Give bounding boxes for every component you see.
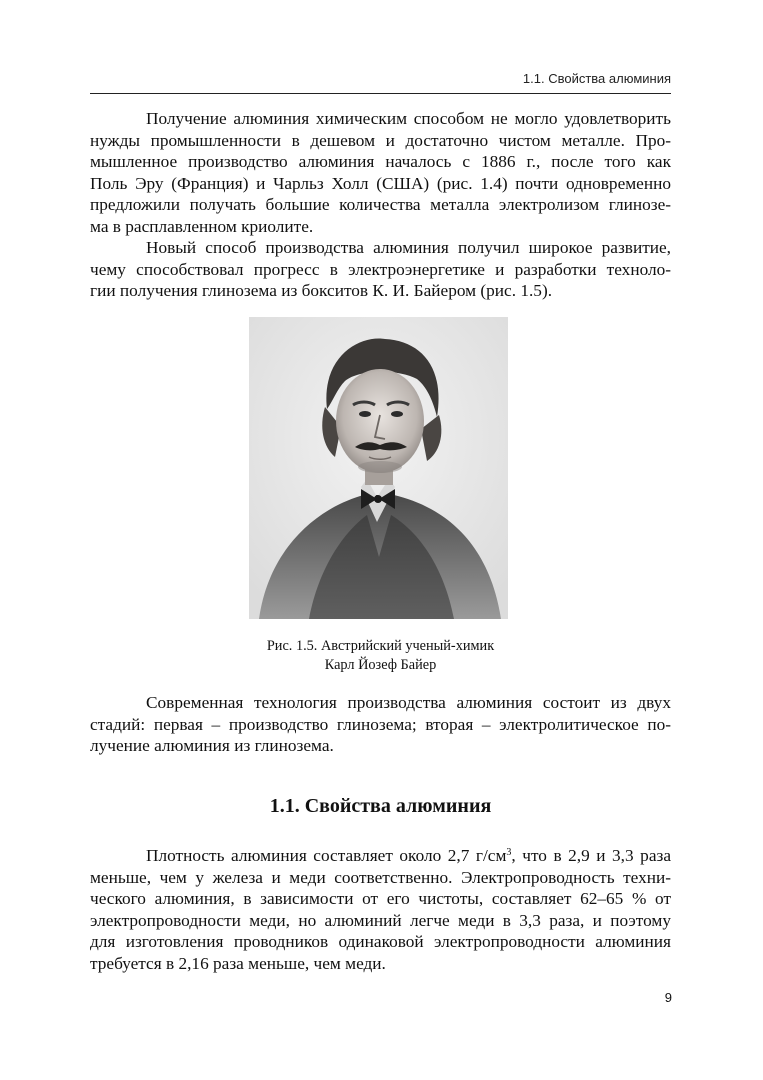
figure-caption-line-1: Рис. 1.5. Австрийский ученый-химик (266, 638, 495, 654)
superscript: 3 (506, 847, 512, 858)
paragraph-line: требуется в 2,16 раза меньше, чем меди. (90, 953, 386, 973)
paragraph-line: ма в расплавленном криолите. (90, 216, 314, 236)
figure-caption-line-2: Карл Йозеф Байер (324, 657, 437, 673)
paragraph-2 (90, 237, 671, 302)
paragraph-text: Плотность алюминия составляет около 2,7 г/см (146, 846, 507, 865)
paragraph-4 (90, 845, 671, 974)
running-header (90, 68, 671, 94)
paragraph-line: электропроводности меди, но алюминий легче меди в 3,3 раза, и поэтому (90, 910, 671, 930)
paragraph-3 (90, 692, 671, 757)
paragraph-line: лучение алюминия из глинозема. (90, 736, 334, 755)
paragraph-line: Получение алюминия химическим способом не могло удовлетворить (146, 109, 671, 128)
paragraph-line: предложили получать большие количества металла электролизом глинозе- (90, 195, 671, 214)
page-number: 9 (664, 990, 672, 1005)
running-header-title: 1.1. Свойства алюминия (522, 71, 671, 86)
section-title: 1.1. Свойства алюминия (269, 795, 492, 817)
paragraph-line: гии получения глинозема из бокситов К. И. Байером (рис. 1.5). (90, 281, 553, 300)
paragraph-line: Поль Эру (Франция) и Чарльз Холл (США) (рис. 1.4) почти одновременно (90, 173, 671, 193)
paragraph-line: стадий: первая – производство глинозема; вторая – электролитическое по- (90, 714, 671, 734)
paragraph-line: нужды промышленности в дешевом и достаточно чистом металле. Про- (90, 130, 671, 150)
portrait-image (249, 317, 508, 619)
paragraph-line-with-superscript (90, 845, 671, 867)
paragraph-line: Современная технология производства алюминия состоит из двух (146, 693, 671, 712)
paragraph-1 (90, 108, 671, 237)
paragraph-line: мышленное производство алюминия началось с 1886 г., после того как (90, 152, 671, 171)
paragraph-line: Новый способ производства алюминия получил широкое развитие, (146, 238, 671, 257)
paragraph-line: для изготовления проводников одинаковой электропроводности алюминия (90, 932, 671, 951)
paragraph-line: чему способствовал прогресс в электроэнергетике и разработки техноло- (90, 259, 671, 279)
paragraph-line: меньше, чем у железа и меди соответственно. Электропроводность техни- (90, 867, 671, 887)
paragraph-text: , что в 2,9 и 3,3 раза (511, 846, 671, 865)
paragraph-line: ческого алюминия, в зависимости от его чистоты, составляет 62–65 % от (90, 889, 671, 908)
portrait-figure (249, 317, 508, 619)
